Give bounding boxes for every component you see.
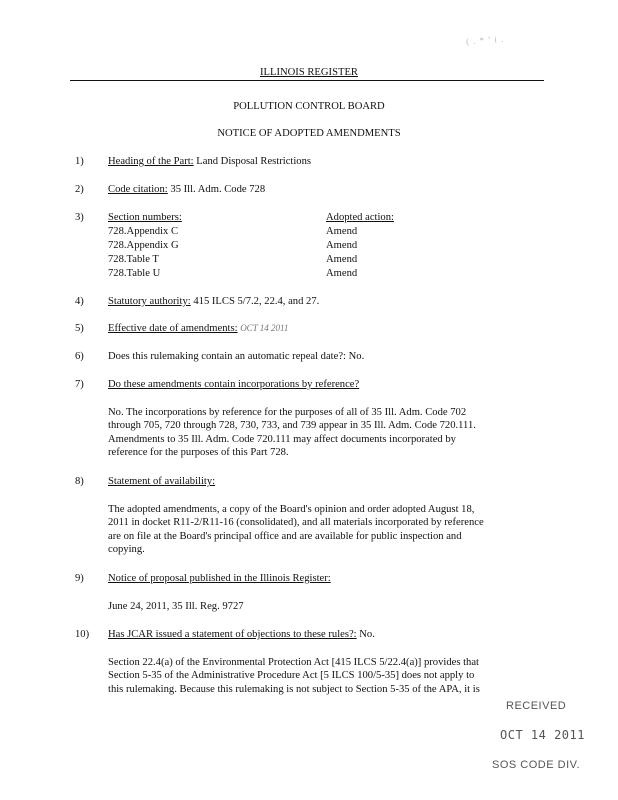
item-7-label: Do these amendments contain incorporations by reference? [108,379,360,390]
item-1-number: 1) [75,156,84,167]
paragraph-line: Amendments to 35 Ill. Adm. Code 720.111 may affect documents incorporated by [108,433,456,445]
section-number: 728.Table U [108,268,161,279]
item-2-label: Code citation: [108,184,168,195]
section-number: 728.Appendix C [108,226,179,237]
item-9-number: 9) [75,573,84,584]
item-9-value: June 24, 2011, 35 Ill. Reg. 9727 [108,601,244,612]
item-2 [108,183,265,196]
section-row [108,253,159,266]
item-3-number: 3) [75,212,84,223]
section-action: Amend [326,226,358,237]
section-action: Amend [326,254,358,265]
item-4-value: 415 ILCS 5/7.2, 22.4, and 27. [193,296,320,307]
section-row [108,267,160,280]
paragraph-line: reference for the purposes of this Part 728. [108,447,289,459]
item-1-label: Heading of the Part: [108,156,194,167]
item-7-paragraph [108,406,540,460]
item-10-label: Has JCAR issued a statement of objections to these rules?: [108,629,357,640]
item-2-value: 35 Ill. Adm. Code 728 [170,184,266,195]
item-9-label: Notice of proposal published in the Illinois Register: [108,573,331,584]
item-5-number: 5) [75,323,84,334]
item-4 [108,295,319,308]
paragraph-line: this rulemaking. Because this rulemaking is not subject to Section 5-35 of the APA, it is [108,683,480,695]
notice-title: NOTICE OF ADOPTED AMENDMENTS [217,128,401,139]
item-10-paragraph [108,656,540,696]
paragraph-line: No. The incorporations by reference for the purposes of all of 35 Ill. Adm. Code 702 [108,407,467,418]
item-1 [108,155,311,168]
item-4-label: Statutory authority: [108,296,191,307]
item-10-answer: No. [359,629,375,640]
item-5-label: Effective date of amendments: [108,323,238,334]
paragraph-line: Section 5-35 of the Administrative Procedure Act [5 ILCS 100/5-35] does not apply to [108,670,475,682]
section-number: 728.Table T [108,254,159,265]
item-6-text: Does this rulemaking contain an automatic repeal date?: No. [108,351,365,362]
item-8-number: 8) [75,476,84,487]
paragraph-line: The adopted amendments, a copy of the Board's opinion and order adopted August 18, [108,504,475,515]
item-8-paragraph [108,503,540,557]
paragraph-line: Section 22.4(a) of the Environmental Protection Act [415 ILCS 5/22.4(a)] provides that [108,657,479,668]
paragraph-line: copying. [108,544,145,556]
item-1-value: Land Disposal Restrictions [196,156,312,167]
item-6-number: 6) [75,351,84,362]
adopted-action-label: Adopted action: [326,212,394,223]
paragraph-line: 2011 in docket R11-2/R11-16 (consolidated), and all materials incorporated by reference [108,517,484,529]
section-numbers-label: Section numbers: [108,212,182,223]
board-title: POLLUTION CONTROL BOARD [233,101,385,112]
section-row [108,239,179,252]
item-10 [108,628,375,641]
received-stamp-date: OCT 14 2011 [500,728,585,742]
paragraph-line: are on file at the Board's principal office and are available for public inspection and [108,530,462,542]
paragraph-line: through 705, 720 through 728, 730, 733, and 739 appear in 35 Ill. Adm. Code 720.111. [108,420,476,432]
item-5 [108,322,288,335]
received-stamp-division: SOS CODE DIV. [492,759,581,771]
header-rule [70,80,544,81]
item-8-label: Statement of availability: [108,476,216,487]
item-4-number: 4) [75,296,84,307]
corner-stamp: ( . * ' i . [465,33,505,47]
register-title: ILLINOIS REGISTER [260,67,358,78]
item-7-number: 7) [75,379,84,390]
item-10-number: 10) [75,629,90,640]
effective-date-handwriting: OCT 14 2011 [240,323,289,333]
section-action: Amend [326,240,358,251]
item-2-number: 2) [75,184,84,195]
section-action: Amend [326,268,358,279]
section-row [108,225,178,238]
received-stamp-label: RECEIVED [506,700,567,712]
section-number: 728.Appendix G [108,240,179,251]
